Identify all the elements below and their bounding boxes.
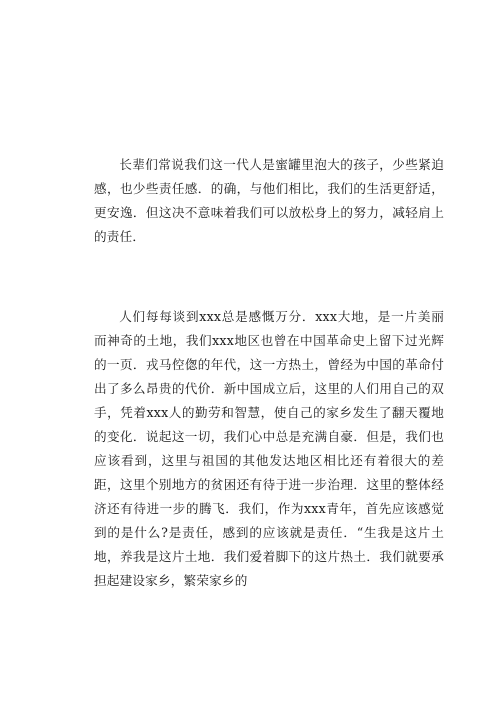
paragraph-responsibility: 长辈们常说我们这一代人是蜜罐里泡大的孩子，少些紧迫感，也少些责任感．的确，与他们相比，我们的生活更舒适，更安逸．但这决不意味着我们可以放松身上的努力，减轻肩上的责任． bbox=[94, 156, 444, 244]
paragraph-hometown: 人们每每谈到xxx总是感慨万分．xxx大地，是一片美丽而神奇的土地，我们xxx地区也曾在中国革命史上留下过光辉的一页．戎马倥偬的年代，这一方热土，曾经为中国的革命付出了多么昂贵的代价．新中国成立后，这里的人们用自己的双手，凭着xxx人的勤劳和智慧，使自己的家乡发生了翻天覆地的变化．说起这一切，我们心中总是充满自豪．但是，我们也应该看到，这里与祖国的其他发达地区相比还有着很大的差距，这里个别地方的贫困还有待于进一步治理．这里的整体经济还有待进一步的腾飞．我们，作为xxx青年，首先应该感觉到的是什么?是责任，感到的应该就是责任．“生我是这片土地，养我是这片土地．我们爱着脚下的这片热土．我们就要承担起建设家乡，繁荣家乡的 bbox=[94, 308, 444, 588]
